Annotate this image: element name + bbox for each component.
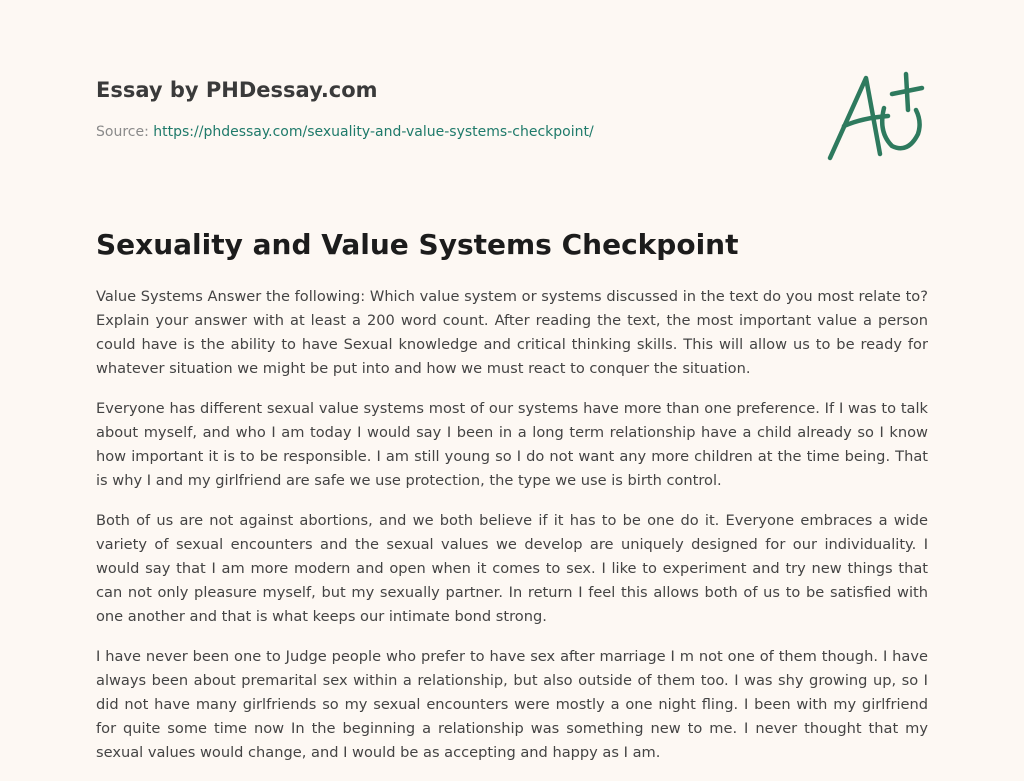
source-line [96, 122, 796, 142]
paragraph: Value Systems Answer the following: Which value system or systems discussed in the text do you most relate to? Explain your answer with at least a 200 word count. After reading the text, the most important value a person could have is the ability to have Sexual knowledge and critical thinking skills. This will allow us to be ready for whatever situation we might be put into and how we must react to conquer the situation. [96, 288, 928, 377]
a-plus-grade-icon [822, 66, 932, 166]
paragraph: I have never been one to Judge people who prefer to have sex after marriage I m not one of them though. I have always been about premarital sex within a relationship, but also outside of them too. I was shy growing up, so I did not have many girlfriends so my sexual encounters were mostly a one night fling. I been with my girlfriend for quite some time now In the beginning a relationship was something new to me. I never thought that my sexual values would change, and I would be as accepting and happy as I am. [96, 648, 928, 761]
paragraph: Both of us are not against abortions, and we both believe if it has to be one do it. Everyone embraces a wide variety of sexual encounters and the sexual values we develop are uniquely designed for our individuality. I would say that I am more modern and open when it comes to sex. I like to experiment and try new things that can not only pleasure myself, but my sexually partner. In return I feel this allows both of us to be satisfied with one another and that is what keeps our intimate bond strong. [96, 512, 928, 625]
paragraph: Everyone has different sexual value systems most of our systems have more than one preference. If I was to talk about myself, and who I am today I would say I been in a long term relationship have a child already so I know how important it is to be responsible. I am still young so I do not want any more children at the time being. That is why I and my girlfriend are safe we use protection, the type we use is birth control. [96, 400, 928, 489]
brand-title: Essay by PHDessay.com [96, 78, 378, 102]
source-label: Source: [96, 124, 154, 140]
source-link[interactable]: https://phdessay.com/sexuality-and-value-systems-checkpoint/ [153, 124, 594, 140]
essay-title: Sexuality and Value Systems Checkpoint [96, 228, 739, 261]
essay-body [96, 285, 928, 781]
essay-header [96, 76, 796, 142]
